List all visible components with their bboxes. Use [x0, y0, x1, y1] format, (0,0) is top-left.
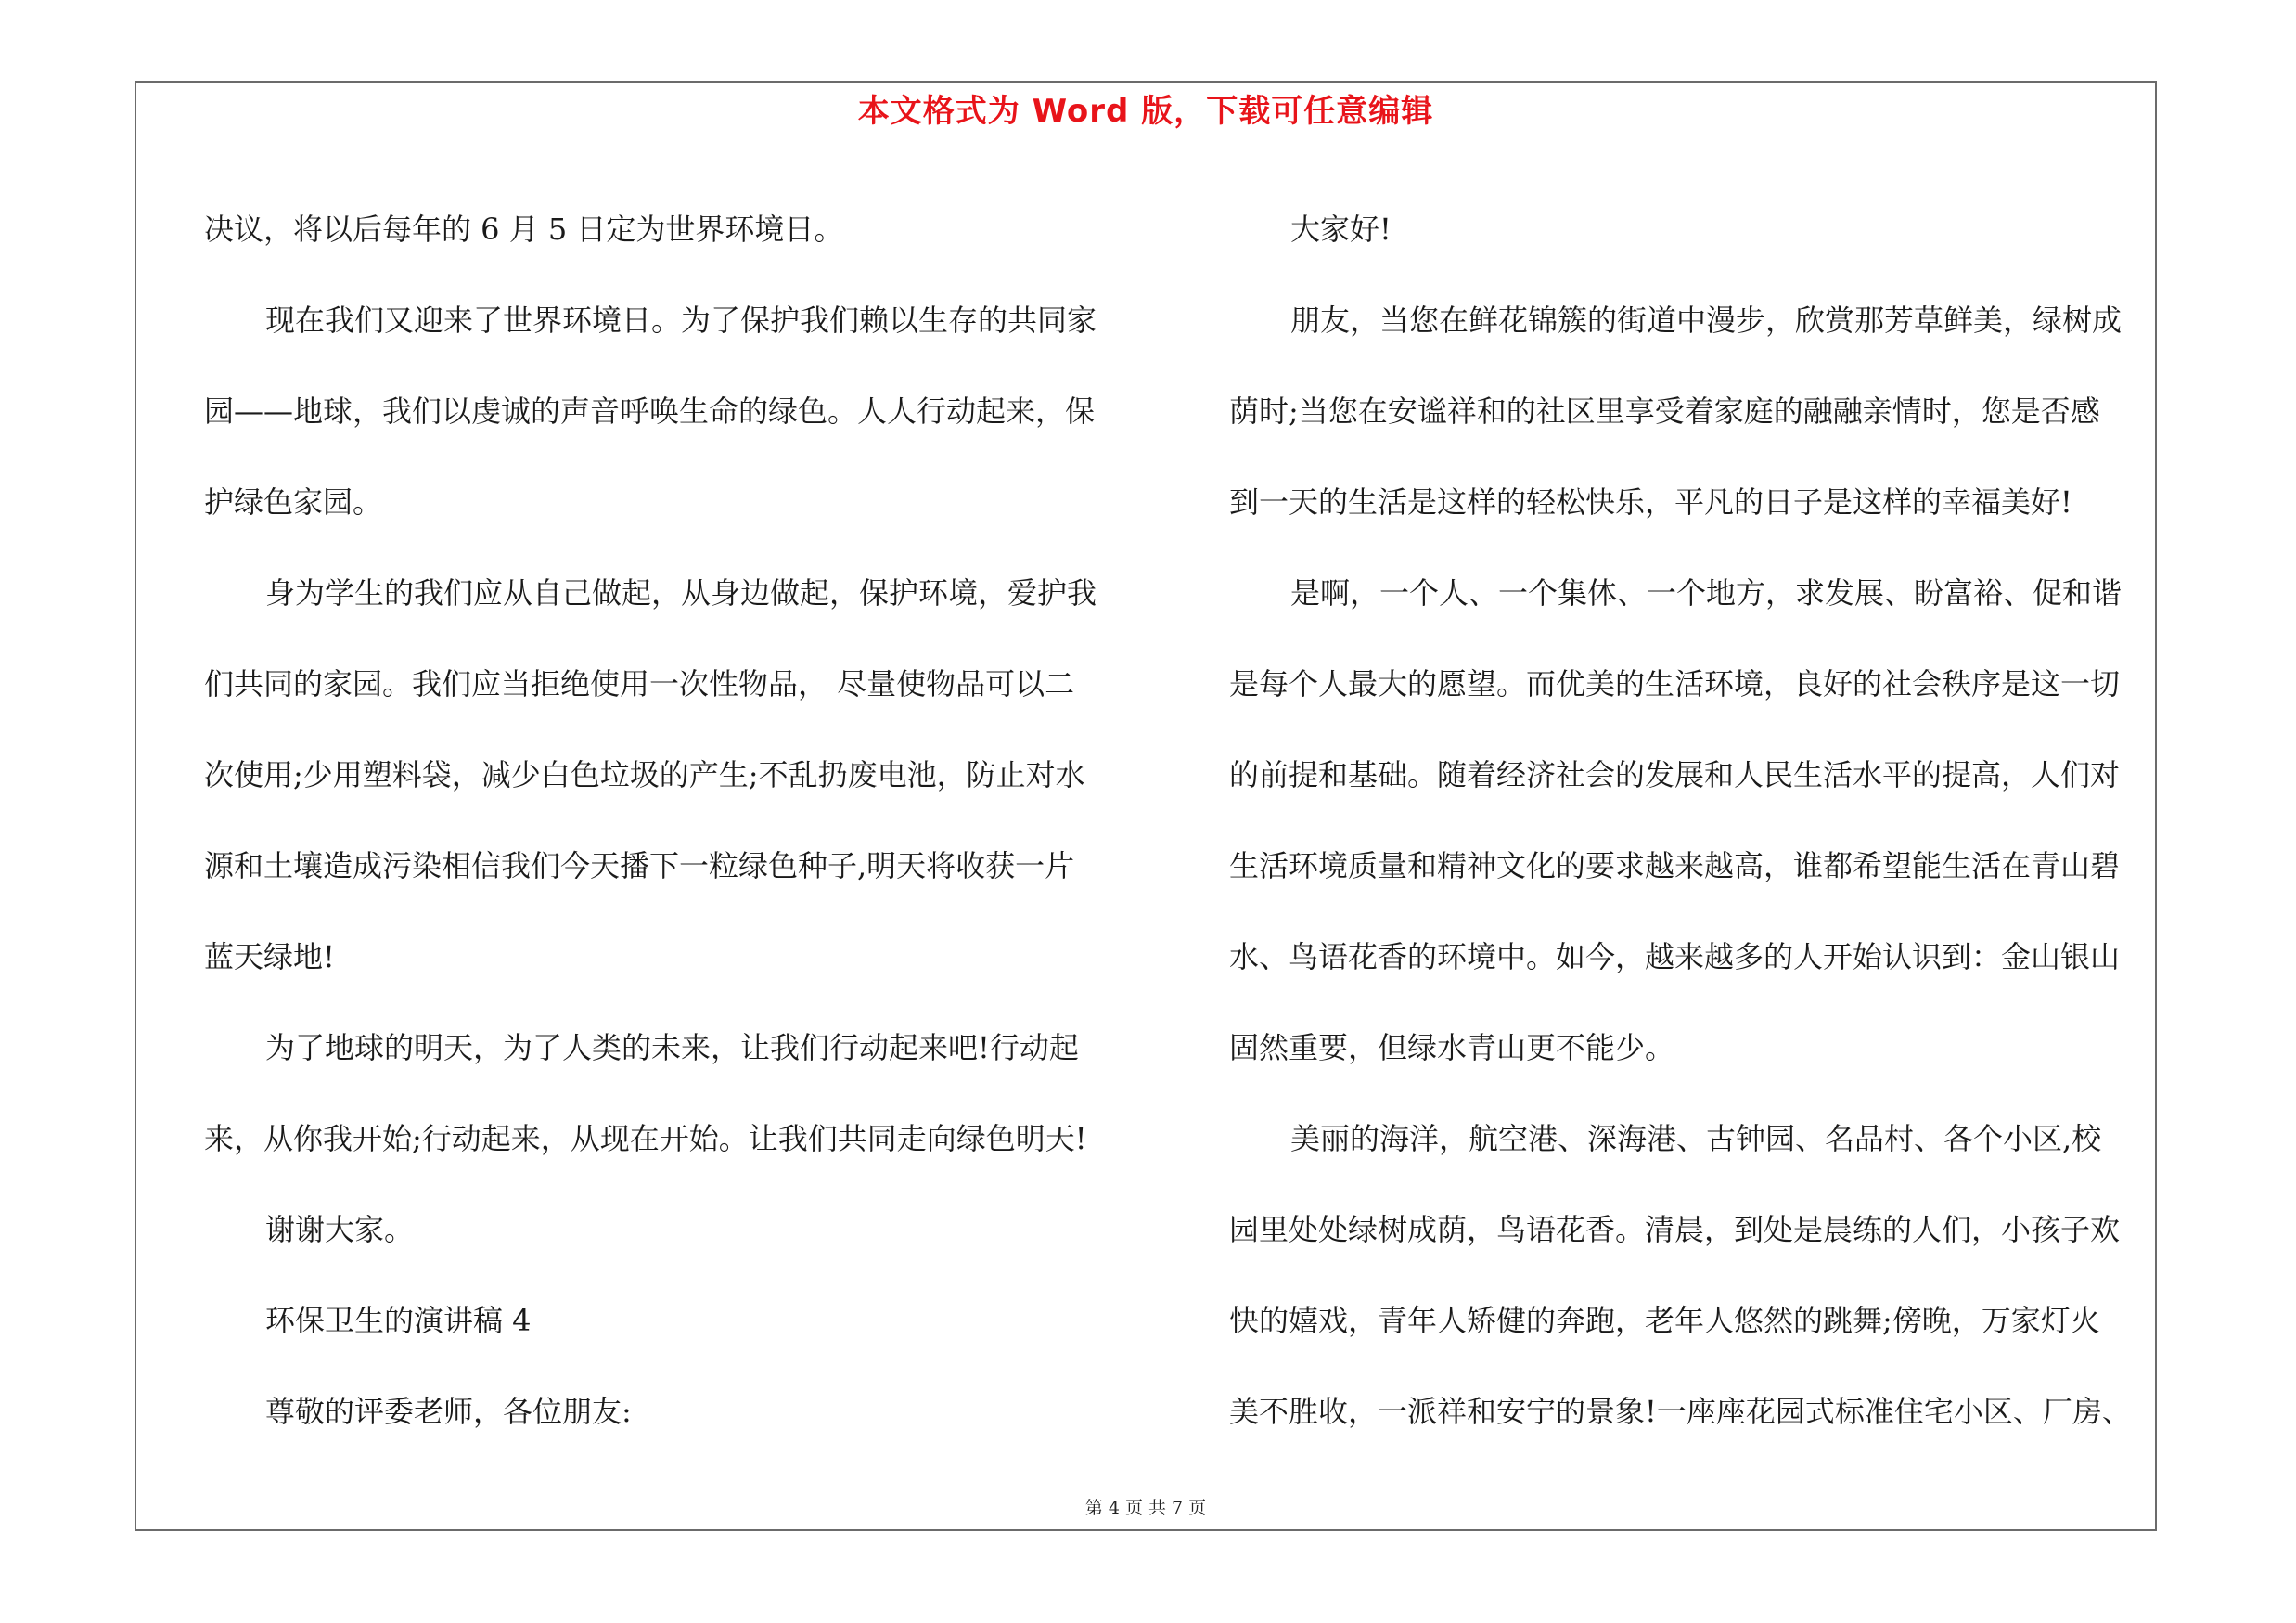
text-line: 尊敬的评委老师，各位朋友:	[265, 1394, 632, 1429]
text-line: 决议，将以后每年的 6 月 5 日定为世界环境日。	[204, 212, 844, 247]
text-line: 是每个人最大的愿望。而优美的生活环境，良好的社会秩序是这一切	[1229, 666, 2121, 702]
text-line: 朋友，当您在鲜花锦簇的街道中漫步，欣赏那芳草鲜美，绿树成	[1290, 303, 2123, 338]
text-line: 身为学生的我们应从自己做起，从身边做起，保护环境，爱护我	[265, 575, 1097, 611]
text-line: 到一天的生活是这样的轻松快乐，平凡的日子是这样的幸福美好!	[1229, 484, 2072, 520]
text-line: 现在我们又迎来了世界环境日。为了保护我们赖以生存的共同家	[265, 303, 1097, 338]
text-line: 的前提和基础。随着经济社会的发展和人民生活水平的提高，人们对	[1229, 757, 2121, 792]
text-line: 固然重要，但绿水青山更不能少。	[1229, 1030, 1675, 1065]
text-line: 是啊，一个人、一个集体、一个地方，求发展、盼富裕、促和谐	[1290, 575, 2123, 611]
text-line: 荫时;当您在安谧祥和的社区里享受着家庭的融融亲情时，您是否感	[1229, 393, 2100, 429]
text-line: 们共同的家园。我们应当拒绝使用一次性物品， 尽量使物品可以二	[204, 666, 1075, 702]
text-line: 来，从你我开始;行动起来，从现在开始。让我们共同走向绿色明天!	[204, 1121, 1087, 1156]
text-line: 美不胜收，一派祥和安宁的景象!一座座花园式标准住宅小区、厂房、	[1229, 1394, 2132, 1429]
text-line: 快的嬉戏，青年人矫健的奔跑，老年人悠然的跳舞;傍晚，万家灯火	[1229, 1303, 2100, 1338]
text-line: 环保卫生的演讲稿 4	[265, 1303, 532, 1338]
page-number-footer: 第 4 页 共 7 页	[1084, 1498, 1207, 1518]
text-line: 美丽的海洋，航空港、深海港、古钟园、名品村、各个小区,校	[1290, 1121, 2102, 1156]
left-column	[204, 184, 1141, 1457]
format-banner: 本文格式为 Word 版，下载可任意编辑	[857, 93, 1434, 130]
text-line: 大家好!	[1290, 212, 1392, 247]
right-column	[1229, 184, 2161, 1457]
text-line: 谢谢大家。	[265, 1212, 415, 1247]
text-line: 园里处处绿树成荫，鸟语花香。清晨，到处是晨练的人们，小孩子欢	[1229, 1212, 2121, 1247]
text-line: 园——地球，我们以虔诚的声音呼唤生命的绿色。人人行动起来，保	[204, 393, 1096, 429]
text-line: 蓝天绿地!	[204, 939, 335, 974]
text-line: 护绿色家园。	[204, 484, 383, 520]
text-line: 次使用;少用塑料袋，减少白色垃圾的产生;不乱扔废电池，防止对水	[204, 757, 1085, 792]
text-line: 生活环境质量和精神文化的要求越来越高，谁都希望能生活在青山碧	[1229, 848, 2121, 883]
text-line: 源和土壤造成污染相信我们今天播下一粒绿色种子,明天将收获一片	[204, 848, 1075, 883]
text-line: 为了地球的明天，为了人类的未来，让我们行动起来吧!行动起	[265, 1030, 1079, 1065]
text-line: 水、鸟语花香的环境中。如今，越来越多的人开始认识到：金山银山	[1229, 939, 2121, 974]
